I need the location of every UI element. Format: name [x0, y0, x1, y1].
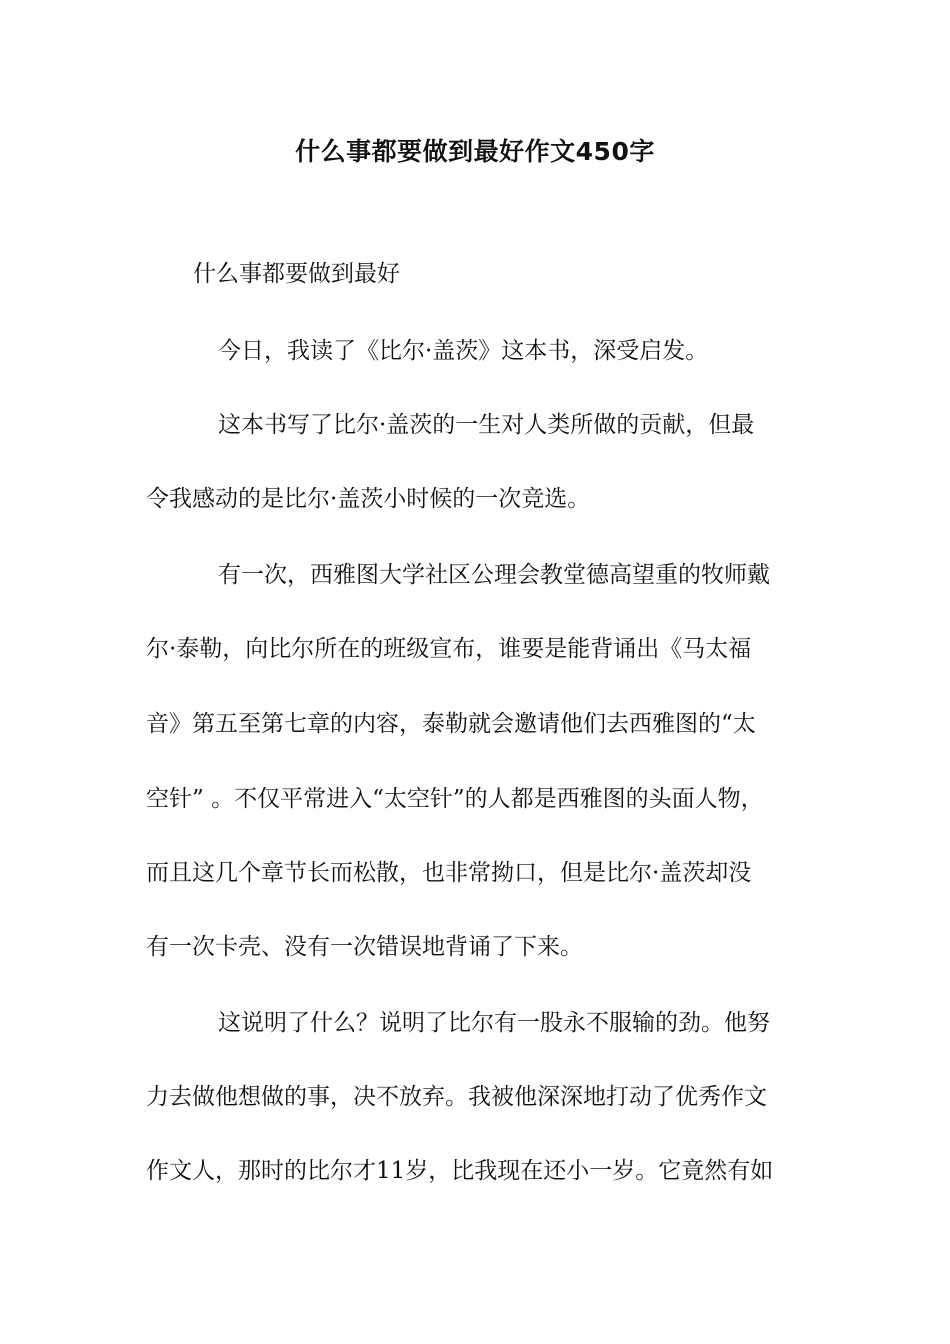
paragraph-line: 令我感动的是比尔·盖茨小时候的一次竞选。: [146, 486, 591, 512]
paragraph-line: 作文人，那时的比尔才11岁，比我现在还小一岁。它竟然有如: [146, 1158, 774, 1184]
paragraph-line: 尔·泰勒，向比尔所在的班级宣布，谁要是能背诵出《马太福: [146, 636, 752, 662]
paragraph-line: 这本书写了比尔·盖茨的一生对人类所做的贡献，但最: [218, 412, 755, 438]
paragraph-line: 而且这几个章节长而松散，也非常拗口，但是比尔·盖茨却没: [146, 860, 752, 886]
paragraph-line: 有一次，西雅图大学社区公理会教堂德高望重的牧师戴: [218, 562, 770, 588]
paragraph-line: 音》第五至第七章的内容，泰勒就会邀请他们去西雅图的“太: [146, 711, 756, 737]
paragraph-line: 有一次卡壳、没有一次错误地背诵了下来。: [146, 934, 583, 960]
paragraph-line: 这说明了什么？说明了比尔有一股永不服输的劲。他努: [218, 1010, 770, 1036]
section-subtitle: 什么事都要做到最好: [193, 261, 400, 287]
paragraph-line: 力去做他想做的事，决不放弃。我被他深深地打动了优秀作文: [146, 1084, 767, 1110]
document-title: 什么事都要做到最好作文450字: [295, 137, 655, 166]
paragraph-line: 今日，我读了《比尔·盖茨》这本书，深受启发。: [218, 338, 709, 364]
paragraph-line: 空针” 。不仅平常进入“太空针”的人都是西雅图的头面人物，: [146, 786, 764, 812]
